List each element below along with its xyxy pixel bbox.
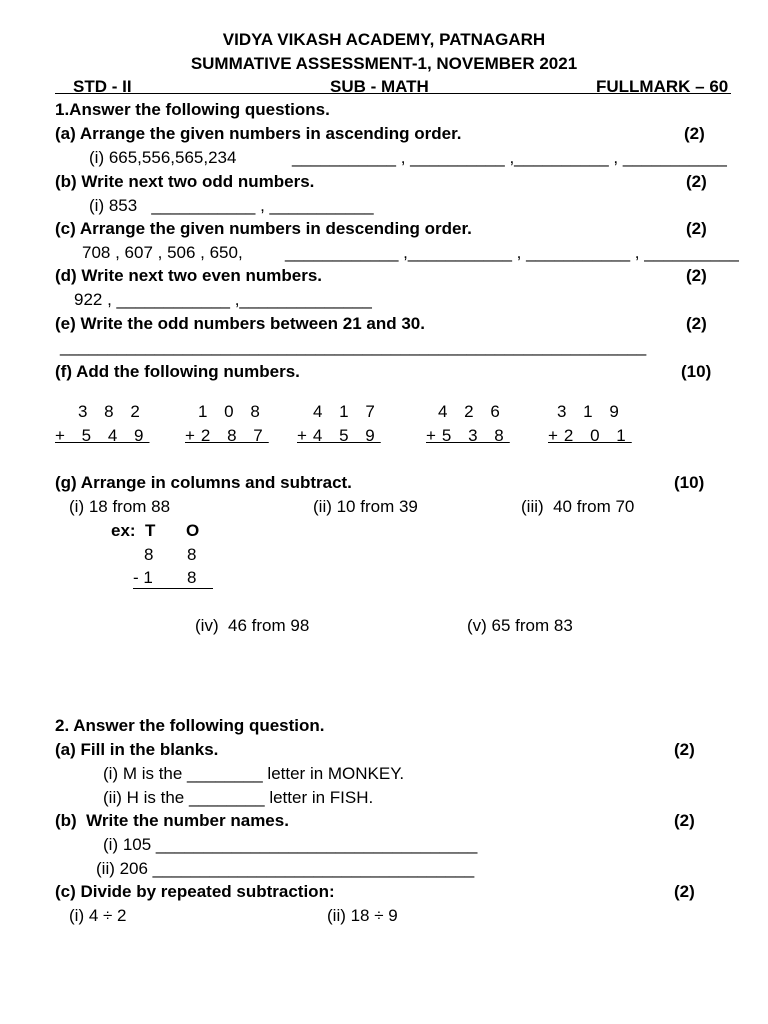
q1e-question: (e) Write the odd numbers between 21 and 30. [55, 314, 425, 333]
sum-3-top: 4 1 7 [313, 402, 381, 421]
fullmark-label: FULLMARK – 60 [596, 77, 729, 96]
q1g-item-2: (ii) 10 from 39 [313, 497, 418, 516]
q1c-blanks: ____________ ,___________ , ___________ , __________ [285, 243, 739, 262]
q2c-question: (c) Divide by repeated subtraction: [55, 882, 335, 901]
q1d-item: 922 , ____________ ,______________ [74, 290, 372, 309]
q2c-item-2: (ii) 18 ÷ 9 [327, 906, 398, 925]
q1g-question: (g) Arrange in columns and subtract. [55, 473, 352, 492]
q1c-marks: (2) [686, 219, 707, 238]
sum-1-top: 3 8 2 [78, 402, 146, 421]
q1d-question: (d) Write next two even numbers. [55, 266, 323, 285]
section2-heading: 2. Answer the following question. [55, 716, 325, 735]
q1g-item-1: (i) 18 from 88 [69, 497, 171, 516]
sum-4-bottom: +5 3 8 [426, 426, 510, 445]
q1e-marks: (2) [686, 314, 707, 333]
q2b-item-2: (ii) 206 __________________________________ [96, 859, 475, 878]
q2c-marks: (2) [674, 882, 695, 901]
q2b-item-1: (i) 105 __________________________________ [103, 835, 478, 854]
q1a-blanks: ___________ , __________ ,__________ , ___________ [292, 148, 727, 167]
q1b-marks: (2) [686, 172, 707, 191]
q1f-marks: (10) [681, 362, 712, 381]
q1b-question: (b) Write next two odd numbers. [55, 172, 315, 191]
q1g-item-3: (iii) 40 from 70 [521, 497, 635, 516]
sum-5-bottom: +2 0 1 [548, 426, 632, 445]
std-label: STD - II [73, 77, 132, 96]
q1a-item: (i) 665,556,565,234 [89, 148, 237, 167]
q2a-item-1: (i) M is the ________ letter in MONKEY. [103, 764, 405, 783]
q1a-question: (a) Arrange the given numbers in ascending order. [55, 124, 462, 143]
subject-label: SUB - MATH [330, 77, 429, 96]
example-ones-header: O [186, 521, 200, 540]
q2c-item-1: (i) 4 ÷ 2 [69, 906, 127, 925]
q1a-marks: (2) [684, 124, 705, 143]
q1b-item: (i) 853 ___________ , ___________ [89, 196, 374, 215]
sum-2-top: 1 0 8 [198, 402, 266, 421]
sum-3-bottom: +4 5 9 [297, 426, 381, 445]
q1d-marks: (2) [686, 266, 707, 285]
q1g-marks: (10) [674, 473, 705, 492]
q2a-marks: (2) [674, 740, 695, 759]
example-label: ex: [111, 521, 136, 540]
q2a-question: (a) Fill in the blanks. [55, 740, 219, 759]
example-row1-ones: 8 [187, 545, 197, 564]
example-row2-ones: 8 [187, 568, 197, 587]
q1e-answer-line: ______________________________________________________________ [60, 337, 647, 356]
example-row2-tens: - 1 [133, 568, 153, 587]
example-tens-header: T [145, 521, 156, 540]
q2b-marks: (2) [674, 811, 695, 830]
sum-5-top: 3 1 9 [557, 402, 625, 421]
sum-1-bottom: + 5 4 9 [55, 426, 150, 445]
sum-2-bottom: +2 8 7 [185, 426, 269, 445]
example-row1-tens: 8 [144, 545, 154, 564]
q1f-question: (f) Add the following numbers. [55, 362, 300, 381]
sum-4-top: 4 2 6 [438, 402, 506, 421]
exam-title: SUMMATIVE ASSESSMENT-1, NOVEMBER 2021 [190, 54, 578, 73]
q1c-question: (c) Arrange the given numbers in descending order. [55, 219, 472, 238]
q1g-item-4: (iv) 46 from 98 [195, 616, 310, 635]
q2a-item-2: (ii) H is the ________ letter in FISH. [103, 788, 374, 807]
section1-heading: 1.Answer the following questions. [55, 100, 330, 119]
q1c-item: 708 , 607 , 506 , 650, [82, 243, 243, 262]
school-name: VIDYA VIKASH ACADEMY, PATNAGARH [222, 30, 546, 49]
q2b-question: (b) Write the number names. [55, 811, 289, 830]
q1g-item-5: (v) 65 from 83 [467, 616, 573, 635]
